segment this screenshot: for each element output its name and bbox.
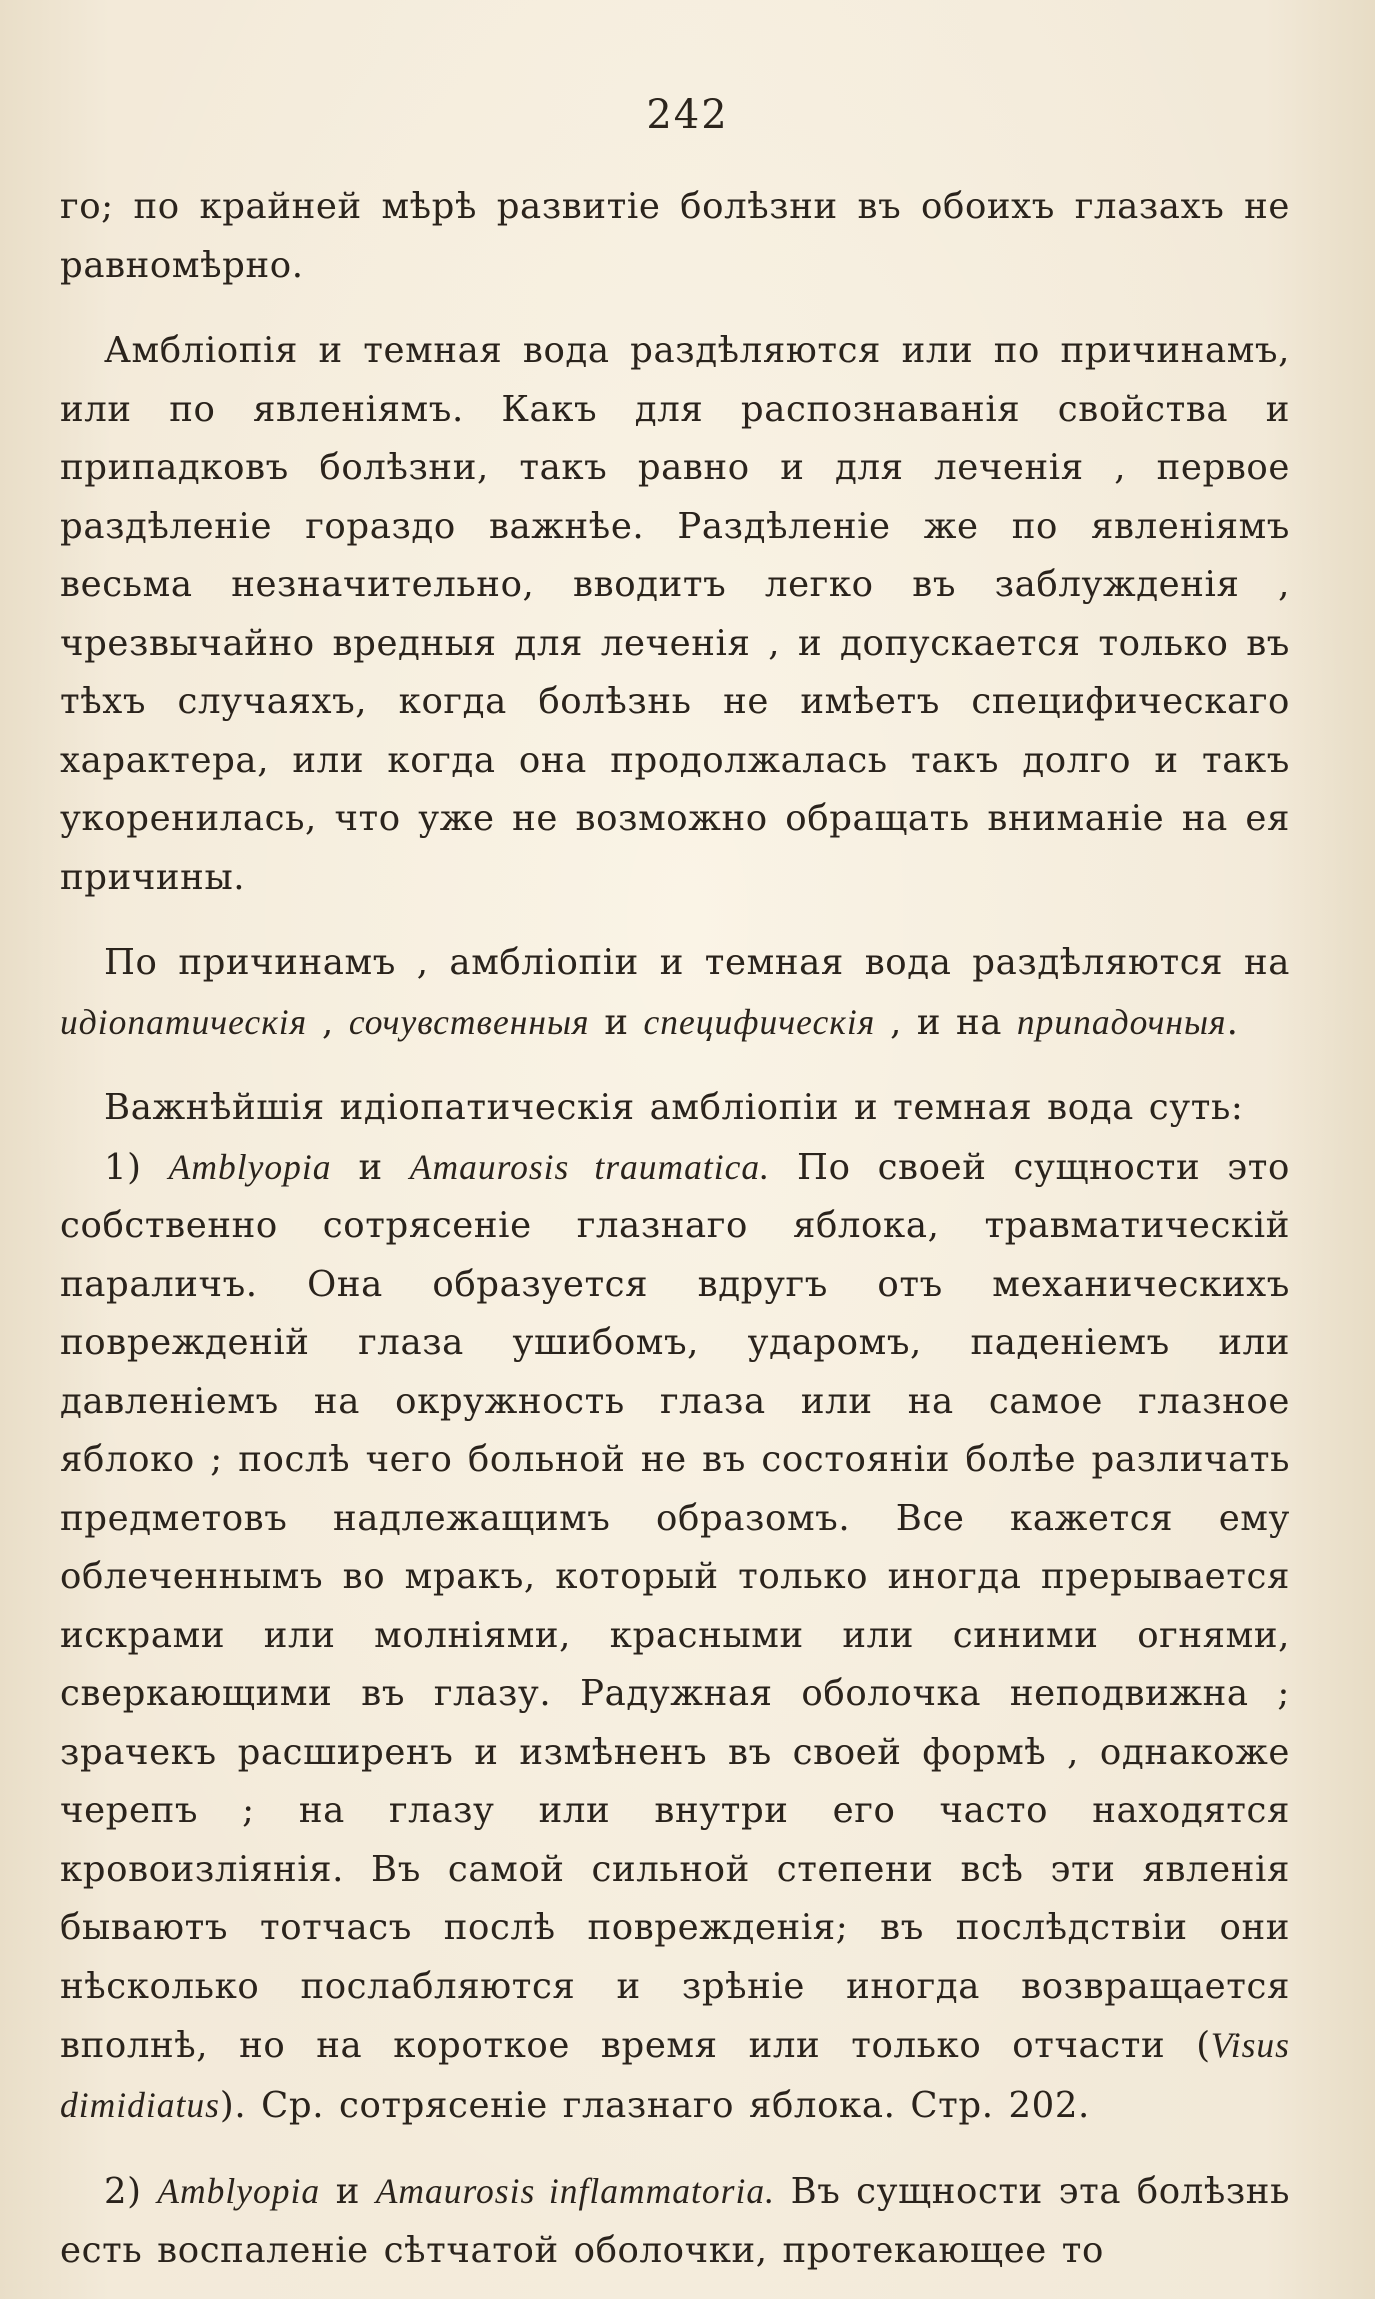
item-number: 2)	[104, 2171, 158, 2212]
page-body	[60, 178, 1290, 2280]
paragraph-classification: Амбліопія и темная вода раздѣляются или по причинамъ, или по явленіямъ. Какъ для распознаванія свойства и припадковъ болѣзни, такъ равно и для леченія , первое раздѣленіе гораздо важнѣе. Раздѣленіе же по явленіямъ весьма незначительно, вводитъ легко въ заблужденія , чрезвычайно вредныя для леченія , и допускается только въ тѣхъ случаяхъ, когда болѣзнь не имѣетъ специфическаго характера, или когда она продолжалась такъ долго и такъ укоренилась, что уже не возможно обращать вниманіе на ея причины.	[60, 330, 1290, 898]
latin-term: Amaurosis inflammatoria.	[375, 2171, 775, 2211]
italic-term: припадочныя	[1016, 1001, 1227, 1042]
latin-term: Amblyopia	[157, 2171, 321, 2211]
paragraph-list-intro: Важнѣйшія идіопатическія амбліопіи и темная вода суть:	[104, 1087, 1244, 1128]
text-run: Въ сущности эта болѣзнь есть воспаленіе сѣтчатой оболочки, протекающее то	[60, 2171, 1290, 2271]
text-run: ). Ср. сотрясеніе глазнаго яблока. Стр. 202.	[219, 2084, 1090, 2126]
paragraph-item-1	[60, 1138, 1290, 2136]
italic-term: сочувственныя	[348, 1001, 590, 1042]
text-run: По причинамъ , амбліопіи и темная вода раздѣляются на	[104, 942, 1290, 983]
text-run: , и на	[875, 1001, 1017, 1043]
paragraph-continuation: го; по крайней мѣрѣ развитіе болѣзни въ обоихъ глазахъ не равномѣрно.	[60, 186, 1290, 286]
item-number: 1)	[104, 1146, 169, 1188]
text-run: и	[320, 2171, 376, 2212]
italic-term: идіопатическія	[60, 1001, 308, 1042]
paragraph-causes	[60, 934, 1290, 1052]
latin-term: Amblyopia	[168, 1146, 332, 1187]
text-run: .	[1226, 1001, 1239, 1043]
latin-term: Visus dimidiatus	[60, 2025, 1290, 2125]
text-run: и	[589, 1001, 644, 1043]
text-run: ,	[307, 1001, 349, 1043]
paragraph-item-2	[60, 2162, 1290, 2280]
text-run: По своей сущности это собственно сотрясеніе глазнаго яблока, травматическій параличъ. Она образуется вдругъ отъ механическихъ поврежденій глаза ушибомъ, ударомъ, паденіемъ или давленіемъ на окружность глаза или на самое глазное яблоко ; послѣ чего больной не въ состояніи болѣе различать предметовъ надлежащимъ образомъ. Все кажется ему облеченнымъ во мракъ, который только иногда прерывается искрами или молніями, красными или синими огнями, сверкающими въ глазу. Радужная оболочка неподвижна ; зрачекъ расширенъ и измѣненъ въ своей формѣ , однакоже черепъ ; на глазу или внутри его часто находятся кровоизліянія. Въ самой сильной степени всѣ эти явленія бываютъ тотчасъ послѣ поврежденія; въ послѣдствіи они нѣсколько послабляются и зрѣніе иногда возвращается вполнѣ, но на короткое время или только отчасти (	[60, 1146, 1290, 2066]
latin-term: Amaurosis traumatica.	[409, 1146, 771, 1187]
page-number: 242	[646, 92, 729, 138]
text-run: и	[331, 1146, 410, 1188]
italic-term: специфическія	[643, 1001, 876, 1042]
